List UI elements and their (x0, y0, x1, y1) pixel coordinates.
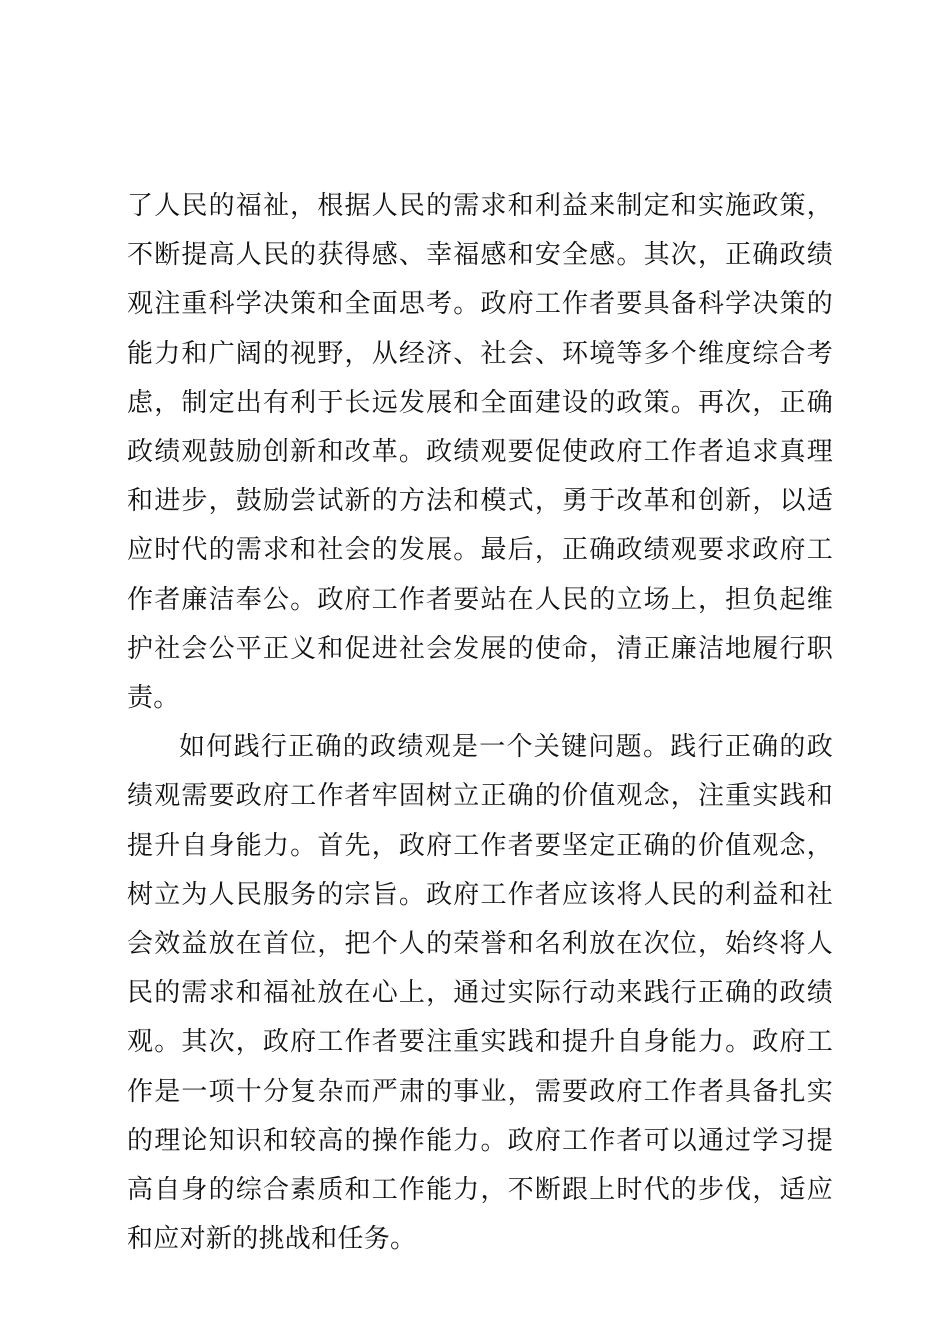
paragraph-continuation: 了人民的福祉，根据人民的需求和利益来制定和实施政策，不断提高人民的获得感、幸福感和安全感。其次，正确政绩观注重科学决策和全面思考。政府工作者要具备科学决策的能力和广阔的视野，从经济、社会、环境等多个维度综合考虑，制定出有利于长远发展和全面建设的政策。再次，正确政绩观鼓励创新和改革。政绩观要促使政府工作者追求真理和进步，鼓励尝试新的方法和模式，勇于改革和创新，以适应时代的需求和社会的发展。最后，正确政绩观要求政府工作者廉洁奉公。政府工作者要站在人民的立场上，担负起维护社会公平正义和促进社会发展的使命，清正廉洁地履行职责。 (127, 191, 833, 714)
paragraph-practice: 如何践行正确的政绩观是一个关键问题。践行正确的政绩观需要政府工作者牢固树立正确的价值观念，注重实践和提升自身能力。首先，政府工作者要坚定正确的价值观念，树立为人民服务的宗旨。政府工作者应该将人民的利益和社会效益放在首位，把个人的荣誉和名利放在次位，始终将人民的需求和福祉放在心上，通过实际行动来践行正确的政绩观。其次，政府工作者要注重实践和提升自身能力。政府工作是一项十分复杂而严肃的事业，需要政府工作者具备扎实的理论知识和较高的操作能力。政府工作者可以通过学习提高自身的综合素质和工作能力，不断跟上时代的步伐，适应和应对新的挑战和任务。 (127, 732, 833, 1255)
document-body (127, 182, 833, 1264)
